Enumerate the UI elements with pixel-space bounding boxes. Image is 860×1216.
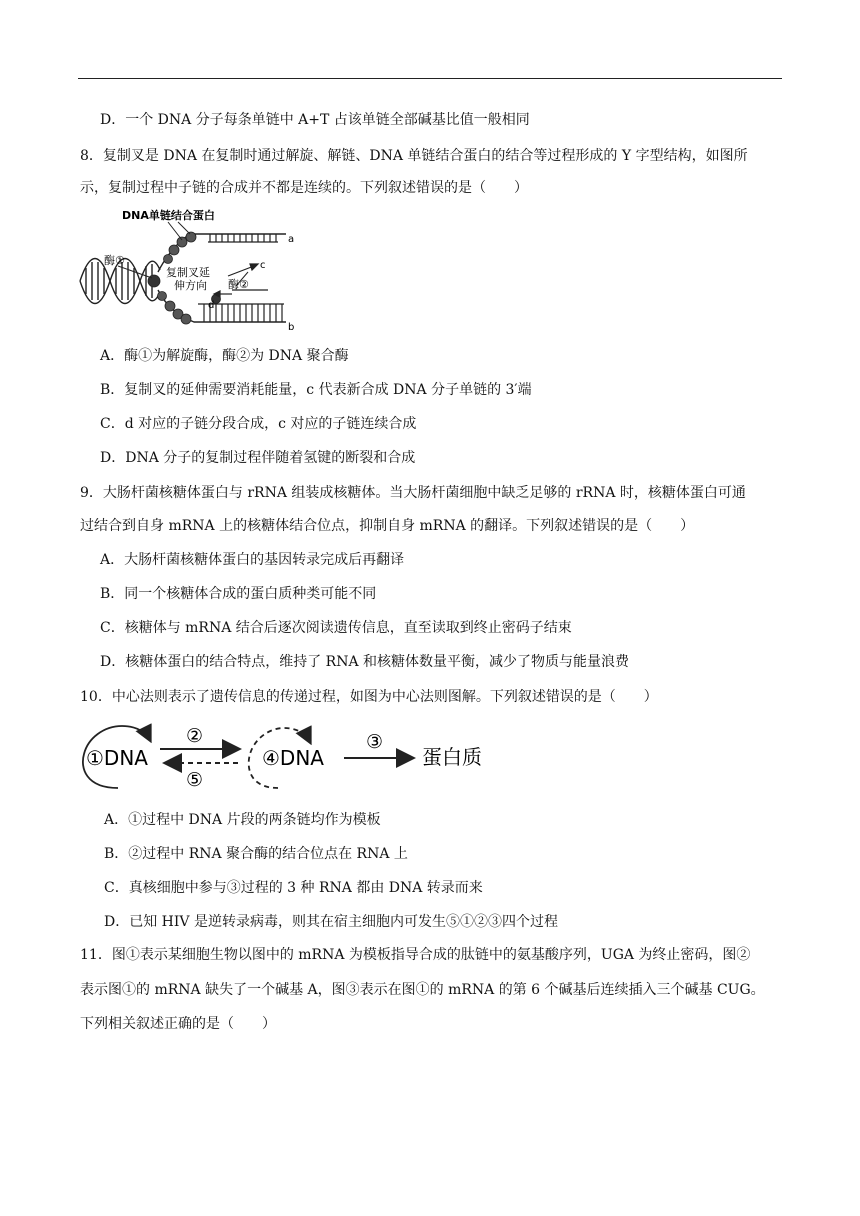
- q10-option-c: C．真核细胞中参与③过程的 3 种 RNA 都由 DNA 转录而来: [104, 880, 483, 896]
- q11-line1: 11．图①表示某细胞生物以图中的 mRNA 为模板指导合成的肽链中的氨基酸序列，UGA 为终止密码，图②: [80, 947, 751, 963]
- label-a: a: [288, 234, 295, 245]
- q9-option-c: C．核糖体与 mRNA 结合后逐次阅读遗传信息，直至读取到终止密码子结束: [100, 620, 572, 636]
- q10-stem: 10．中心法则表示了遗传信息的传递过程，如图为中心法则图解。下列叙述错误的是（ ）: [80, 689, 658, 705]
- q11-line2: 表示图①的 mRNA 缺失了一个碱基 A，图③表示在图①的 mRNA 的第 6 个碱基后连续插入三个碱基 CUG。: [80, 982, 765, 998]
- q8-option-d: D．DNA 分子的复制过程伴随着氢键的断裂和合成: [100, 450, 416, 466]
- fork-direction-label-2: 伸方向: [174, 279, 207, 292]
- q9-option-b: B．同一个核糖体合成的蛋白质种类可能不同: [100, 586, 377, 602]
- q9-stem-line1: 9．大肠杆菌核糖体蛋白与 rRNA 组装成核糖体。当大肠杆菌细胞中缺乏足够的 rRNA 时，核糖体蛋白可通: [80, 485, 746, 501]
- header-rule: [78, 78, 782, 79]
- q10-option-b: B．②过程中 RNA 聚合酶的结合位点在 RNA 上: [104, 846, 408, 862]
- upper-daughter-strand: [208, 234, 278, 242]
- q8-stem-line2: 示，复制过程中子链的合成并不都是连续的。下列叙述错误的是（ ）: [80, 180, 528, 196]
- arrow5-label: ⑤: [186, 769, 204, 791]
- dna1-node: ①DNA: [86, 746, 148, 770]
- label-d: d: [208, 300, 215, 311]
- q9-option-a: A．大肠杆菌核糖体蛋白的基因转录完成后再翻译: [100, 552, 405, 568]
- arrow3-label: ③: [366, 731, 384, 753]
- q9-stem-line2: 过结合到自身 mRNA 上的核糖体结合位点，抑制自身 mRNA 的翻译。下列叙述错误的是（ ）: [80, 518, 695, 534]
- ssb-label: DNA单链结合蛋白: [122, 209, 215, 222]
- replication-fork-figure: [78, 206, 308, 334]
- dna4-node: ④DNA: [262, 746, 324, 770]
- q9-option-d: D．核糖体蛋白的结合特点，维持了 RNA 和核糖体数量平衡，减少了物质与能量浪费: [100, 654, 630, 670]
- q7-option-d: D．一个 DNA 分子每条单链中 A+T 占该单链全部碱基比值一般相同: [100, 112, 530, 128]
- fork-direction-label-1: 复制叉延: [166, 266, 210, 279]
- q10-option-d: D．已知 HIV 是逆转录病毒，则其在宿主细胞内可发生⑤①②③四个过程: [104, 914, 558, 930]
- label-b: b: [288, 322, 295, 333]
- q10-option-a: A．①过程中 DNA 片段的两条链均作为模板: [104, 812, 381, 828]
- enzyme1-label: 酶①: [104, 254, 125, 267]
- q8-option-a: A．酶①为解旋酶，酶②为 DNA 聚合酶: [100, 348, 349, 364]
- central-dogma-figure: [78, 718, 518, 798]
- q8-option-c: C．d 对应的子链分段合成，c 对应的子链连续合成: [100, 416, 417, 432]
- q8-stem-line1: 8．复制叉是 DNA 在复制时通过解旋、解链、DNA 单链结合蛋白的结合等过程形成的 Y 字型结构，如图所: [80, 148, 748, 164]
- q8-option-b: B．复制叉的延伸需要消耗能量，c 代表新合成 DNA 分子单链的 3′端: [100, 382, 532, 398]
- label-c: c: [260, 260, 266, 271]
- protein-node: 蛋白质: [422, 745, 482, 769]
- arrow2-label: ②: [186, 725, 204, 747]
- enzyme2-label: 酶②: [228, 278, 249, 291]
- q11-line3: 下列相关叙述正确的是（ ）: [80, 1016, 276, 1032]
